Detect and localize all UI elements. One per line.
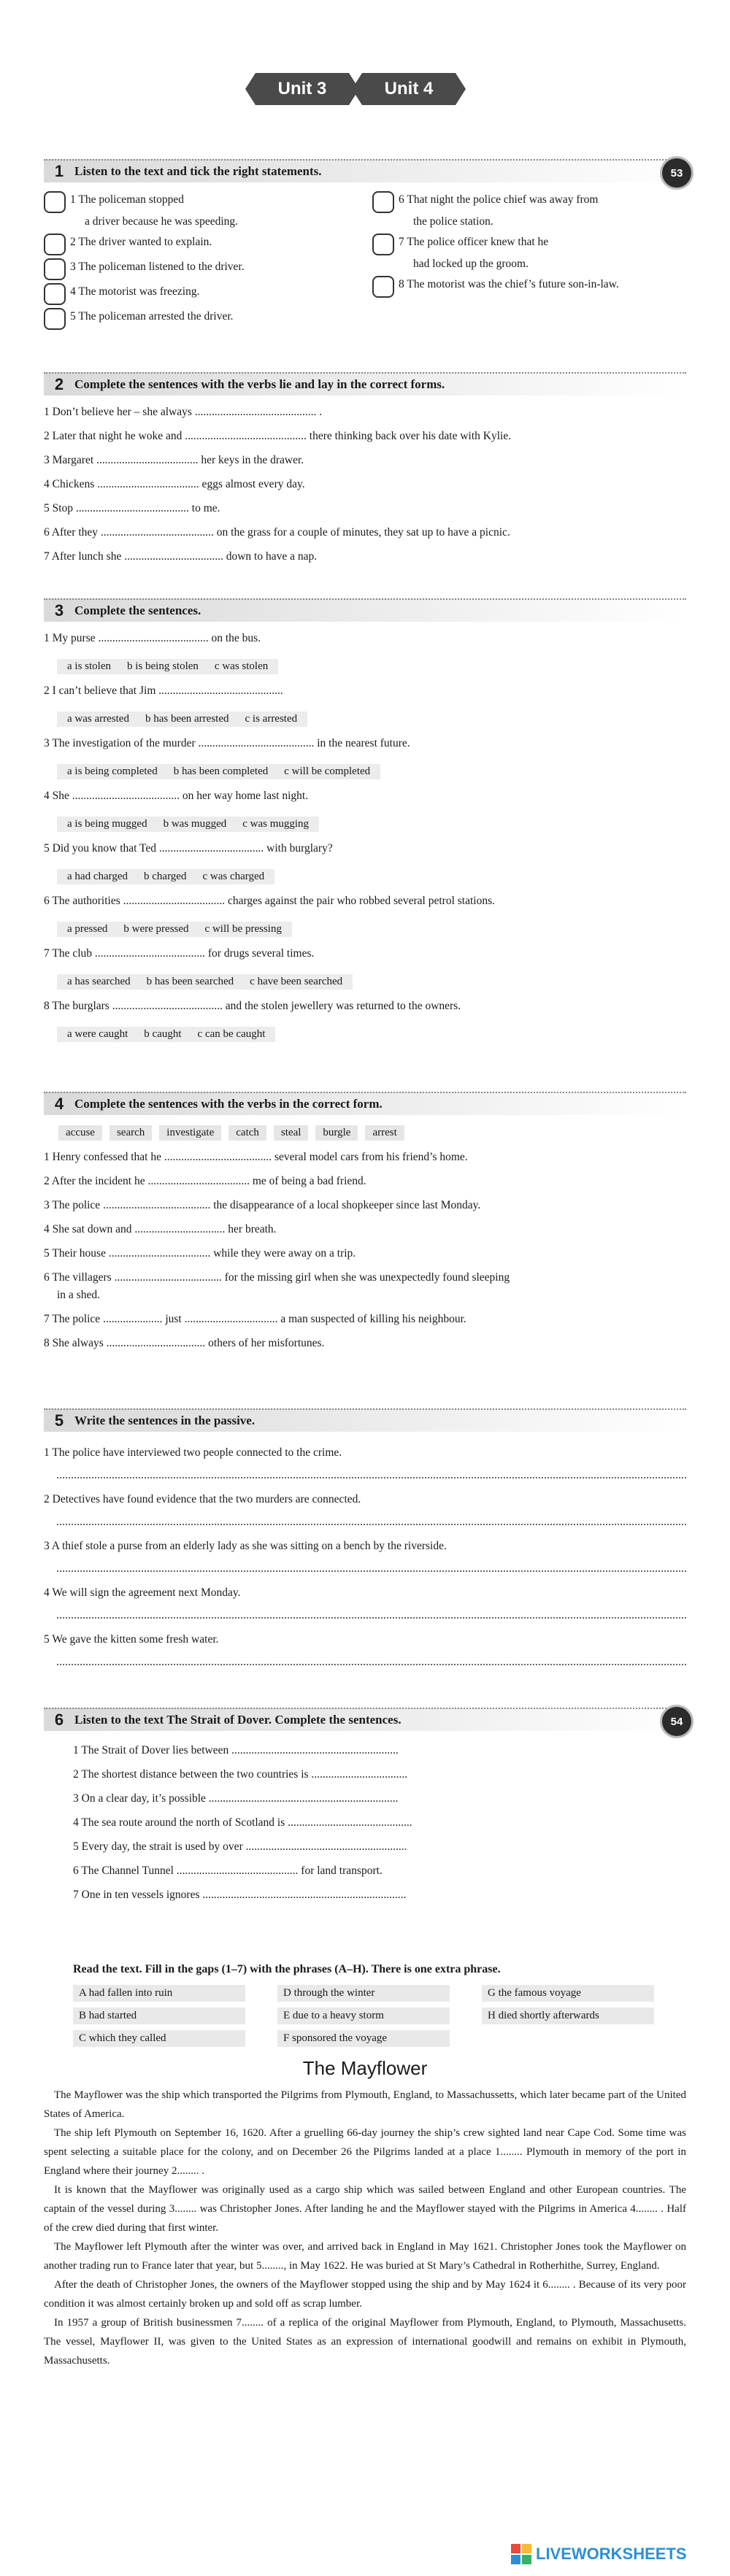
tick-box-4[interactable] [44,283,66,305]
sentence-6[interactable]: 6 The villagers ...................................... for the missing girl when she was unexpectedly found sleeping [44,1271,510,1284]
answer-line-1[interactable] [57,1465,686,1478]
exercise-3 [44,598,686,1051]
passive-sentence-1: 1 The police have interviewed two people connected to the crime. [44,1446,342,1459]
paragraph-4: The Mayflower left Plymouth after the winter was over, and arrived back in England in May 1621. Christopher Jones took the Mayflower on another trading run to France later that year, but 5........, in May 1622. He was buried at St Mary’s Cathedral in Rotherhithe, Surrey, England. [44,2241,686,2272]
exercise-title: Write the sentences in the passive. [74,1414,256,1427]
exercise-4-header [44,1092,686,1115]
sentence-5[interactable]: 5 Stop ........................................ to me. [44,502,220,514]
sentence-7[interactable]: 7 The police ..................... just ................................. a man suspected of killing his neighbour. [44,1313,466,1325]
question-8: 8 The burglars ....................................... and the stolen jewellery was returned to the owners. [44,1000,461,1012]
reading-title: The Mayflower [302,2057,428,2079]
sentence-6[interactable]: 6 After they ........................................ on the grass for a couple of minutes, they sat up to have a picnic. [44,526,510,539]
exercise-5 [44,1408,686,1678]
paragraph-5: After the death of Christopher Jones, the owners of the Mayflower stopped using the ship and by May 1624 it 6........ . Because of its very poor condition it was almost certainly broken up and sold off as scrap lumber. [44,2279,686,2310]
word-catch: catch [228,1125,266,1141]
word-bank [58,1125,686,1141]
exercise-title: Listen to the text The Strait of Dover. Complete the sentences. [74,1713,402,1727]
exercise-number: 4 [54,1095,64,1113]
sentence-4[interactable]: 4 The sea route around the north of Scotland is ............................................ [73,1816,412,1829]
reading-exercise [44,1963,686,2370]
phrase-bank [44,1985,686,2047]
question-5: 5 Did you know that Ted ..................................... with burglary? [44,842,333,855]
unit-3-tab: Unit 3 [256,73,349,105]
statement-4: 4 The motorist was freezing. [70,285,200,298]
options-5[interactable]: a had charged b charged c was charged [57,869,274,884]
sentence-5[interactable]: 5 Every day, the strait is used by over ......................................................... [73,1840,407,1853]
question-3: 3 The investigation of the murder ......................................... in the nearest future. [44,737,410,749]
liveworksheets-logo [511,2544,687,2564]
options-1[interactable]: a is stolen b is being stolen c was stolen [57,659,278,674]
sentence-1[interactable]: 1 The Strait of Dover lies between ........................................................... [73,1744,399,1756]
exercise-number: 5 [54,1411,64,1430]
statements-right [372,191,686,333]
exercise-title: Complete the sentences with the verbs in the correct form. [74,1097,383,1111]
logo-icon [511,2544,531,2564]
sentence-4[interactable]: 4 She sat down and ................................ her breath. [44,1223,277,1235]
statement-5: 5 The policeman arrested the driver. [70,310,234,323]
exercise-title: Listen to the text and tick the right statements. [74,164,322,178]
passive-sentence-3: 3 A thief stole a purse from an elderly lady as she was sitting on a bench by the riverside. [44,1540,447,1552]
phrase-e: E due to a heavy storm [277,2008,450,2024]
sentence-1[interactable]: 1 Henry confessed that he ...................................... several model cars from his friend’s home. [44,1151,468,1163]
statement-1: 1 The policeman stopped [70,193,184,206]
exercise-number: 6 [54,1711,64,1729]
sentence-5[interactable]: 5 Their house .................................... while they were away on a trip. [44,1247,356,1260]
passive-sentence-5: 5 We gave the kitten some fresh water. [44,1633,219,1646]
tick-box-3[interactable] [44,258,66,280]
audio-track-badge[interactable]: 53 [660,156,694,190]
sentence-8[interactable]: 8 She always ................................... others of her misfortunes. [44,1337,325,1349]
question-4: 4 She ...................................... on her way home last night. [44,790,309,802]
sentence-3[interactable]: 3 Margaret .................................... her keys in the drawer. [44,454,304,466]
exercise-2-sentences [44,404,686,565]
logo-text: LIVEWORKSHEETS [536,2545,687,2563]
word-search: search [110,1125,152,1141]
exercise-6 [44,1708,686,1911]
paragraph-3: It is known that the Mayflower was originally used as a cargo ship which was sailed between England and other European countries. The captain of the vessel during 3........ was Christopher Jones. After landing he and the Mayflower stayed with the Pilgrims in America 4........ . Half of the crew died during that first winter. [44,2184,686,2234]
exercise-6-sentences [44,1743,686,1903]
options-3[interactable]: a is being completed b has been completed c will be completed [57,764,380,779]
statement-6-cont: the police station. [413,215,493,228]
options-8[interactable]: a were caught b caught c can be caught [57,1027,275,1042]
unit-tabs [256,73,456,105]
exercise-2-header [44,372,686,396]
exercise-6-header [44,1708,686,1731]
exercise-5-sentences [44,1445,686,1665]
statement-7: 7 The police officer knew that he [399,236,549,248]
tick-box-2[interactable] [44,234,66,255]
exercise-title: Complete the sentences. [74,603,201,617]
sentence-1[interactable]: 1 Don’t believe her – she always ........................................... . [44,406,323,418]
tick-box-5[interactable] [44,308,66,330]
answer-line-2[interactable] [57,1512,686,1525]
statement-6: 6 That night the police chief was away from [399,193,599,206]
exercise-3-items [44,630,686,1051]
sentence-2[interactable]: 2 The shortest distance between the two countries is .................................. [73,1768,408,1781]
answer-line-5[interactable] [57,1652,686,1665]
exercise-number: 3 [54,601,64,620]
word-burgle: burgle [315,1125,358,1141]
unit-4-tab: Unit 4 [362,73,456,105]
tick-box-1[interactable] [44,191,66,213]
sentence-4[interactable]: 4 Chickens .................................... eggs almost every day. [44,478,305,490]
paragraph-6: In 1957 a group of British businessmen 7........ of a replica of the original Mayflower from Plymouth, England, to Plymouth, Massachusetts. The vessel, Mayflower II, was given to the United States as an expression of international goodwill and remains on exhibit in Plymouth, Massachusetts. [44,2317,686,2367]
answer-line-3[interactable] [57,1559,686,1572]
phrase-c: C which they called [73,2030,245,2047]
statement-8: 8 The motorist was the chief’s future son-in-law. [399,278,619,290]
exercise-3-header [44,598,686,622]
answer-line-4[interactable] [57,1605,686,1619]
sentence-2[interactable]: 2 Later that night he woke and ........................................... there thinking back over his date with Kylie. [44,430,512,442]
question-6: 6 The authorities .................................... charges against the pair who robbed several petrol stations. [44,895,496,907]
statement-2: 2 The driver wanted to explain. [70,236,212,248]
question-1: 1 My purse ....................................... on the bus. [44,632,261,644]
exercise-4-sentences [44,1149,686,1351]
phrase-f: F sponsored the voyage [277,2030,450,2047]
sentence-3[interactable]: 3 The police ...................................... the disappearance of a local shopkeeper since last Monday. [44,1199,481,1211]
sentence-6[interactable]: 6 The Channel Tunnel ........................................... for land transport. [73,1864,383,1877]
exercise-5-header [44,1408,686,1432]
options-6[interactable]: a pressed b were pressed c will be pressing [57,922,292,937]
word-investigate: investigate [159,1125,221,1141]
exercise-2 [44,372,686,573]
exercise-1 [44,159,686,333]
exercise-title: Complete the sentences with the verbs lie and lay in the correct forms. [74,377,445,391]
phrase-a: A had fallen into ruin [73,1985,245,2002]
phrase-h: H died shortly afterwards [482,2008,654,2024]
exercise-number: 1 [54,162,64,180]
phrase-d: D through the winter [277,1985,450,2002]
statements-left [44,191,358,333]
phrase-g: G the famous voyage [482,1985,654,2002]
statement-7-cont: had locked up the groom. [413,258,529,270]
passive-sentence-2: 2 Detectives have found evidence that the two murders are connected. [44,1493,361,1505]
exercise-number: 2 [54,375,64,393]
word-steal: steal [274,1125,309,1141]
sentence-3[interactable]: 3 On a clear day, it’s possible ................................................................... [73,1792,399,1805]
tick-box-8[interactable] [372,276,394,298]
tick-box-6[interactable] [372,191,394,213]
options-4[interactable]: a is being mugged b was mugged c was mugging [57,817,319,832]
sentence-2[interactable]: 2 After the incident he .................................... me of being a bad friend. [44,1175,366,1187]
exercise-1-header [44,159,686,182]
paragraph-1: The Mayflower was the ship which transported the Pilgrims from Plymouth, England, to Massachussetts, which later became part of the United States of America. [44,2089,686,2120]
phrase-b: B had started [73,2008,245,2024]
question-2: 2 I can’t believe that Jim ............................................ [44,685,283,697]
word-arrest: arrest [365,1125,404,1141]
audio-track-badge[interactable]: 54 [660,1705,694,1738]
word-accuse: accuse [58,1125,102,1141]
tick-box-7[interactable] [372,234,394,255]
statement-3: 3 The policeman listened to the driver. [70,261,245,273]
sentence-6-cont: in a shed. [57,1289,100,1301]
question-7: 7 The club ....................................... for drugs several times. [44,947,315,960]
paragraph-2: The ship left Plymouth on September 16, 1620. After a gruelling 66-day journey the ship’s crew sighted land near Cape Cod. Some time was spent selecting a suitable place for the colony, and on December 26 the Pilgrims landed at a place 1........ Plymouth in memory of the port in England where their journey 2........ . [44,2127,686,2177]
sentence-7[interactable]: 7 After lunch she ................................... down to have a nap. [44,550,318,563]
reading-instruction: Read the text. Fill in the gaps (1–7) with the phrases (A–H). There is one extra phrase. [73,1963,501,1975]
options-7[interactable]: a has searched b has been searched c have been searched [57,974,353,990]
statement-1-cont: a driver because he was speeding. [85,215,239,228]
passive-sentence-4: 4 We will sign the agreement next Monday. [44,1586,241,1599]
exercise-4 [44,1092,686,1360]
options-2[interactable]: a was arrested b has been arrested c is arrested [57,712,307,727]
sentence-7[interactable]: 7 One in ten vessels ignores ........................................................................ [73,1889,407,1901]
